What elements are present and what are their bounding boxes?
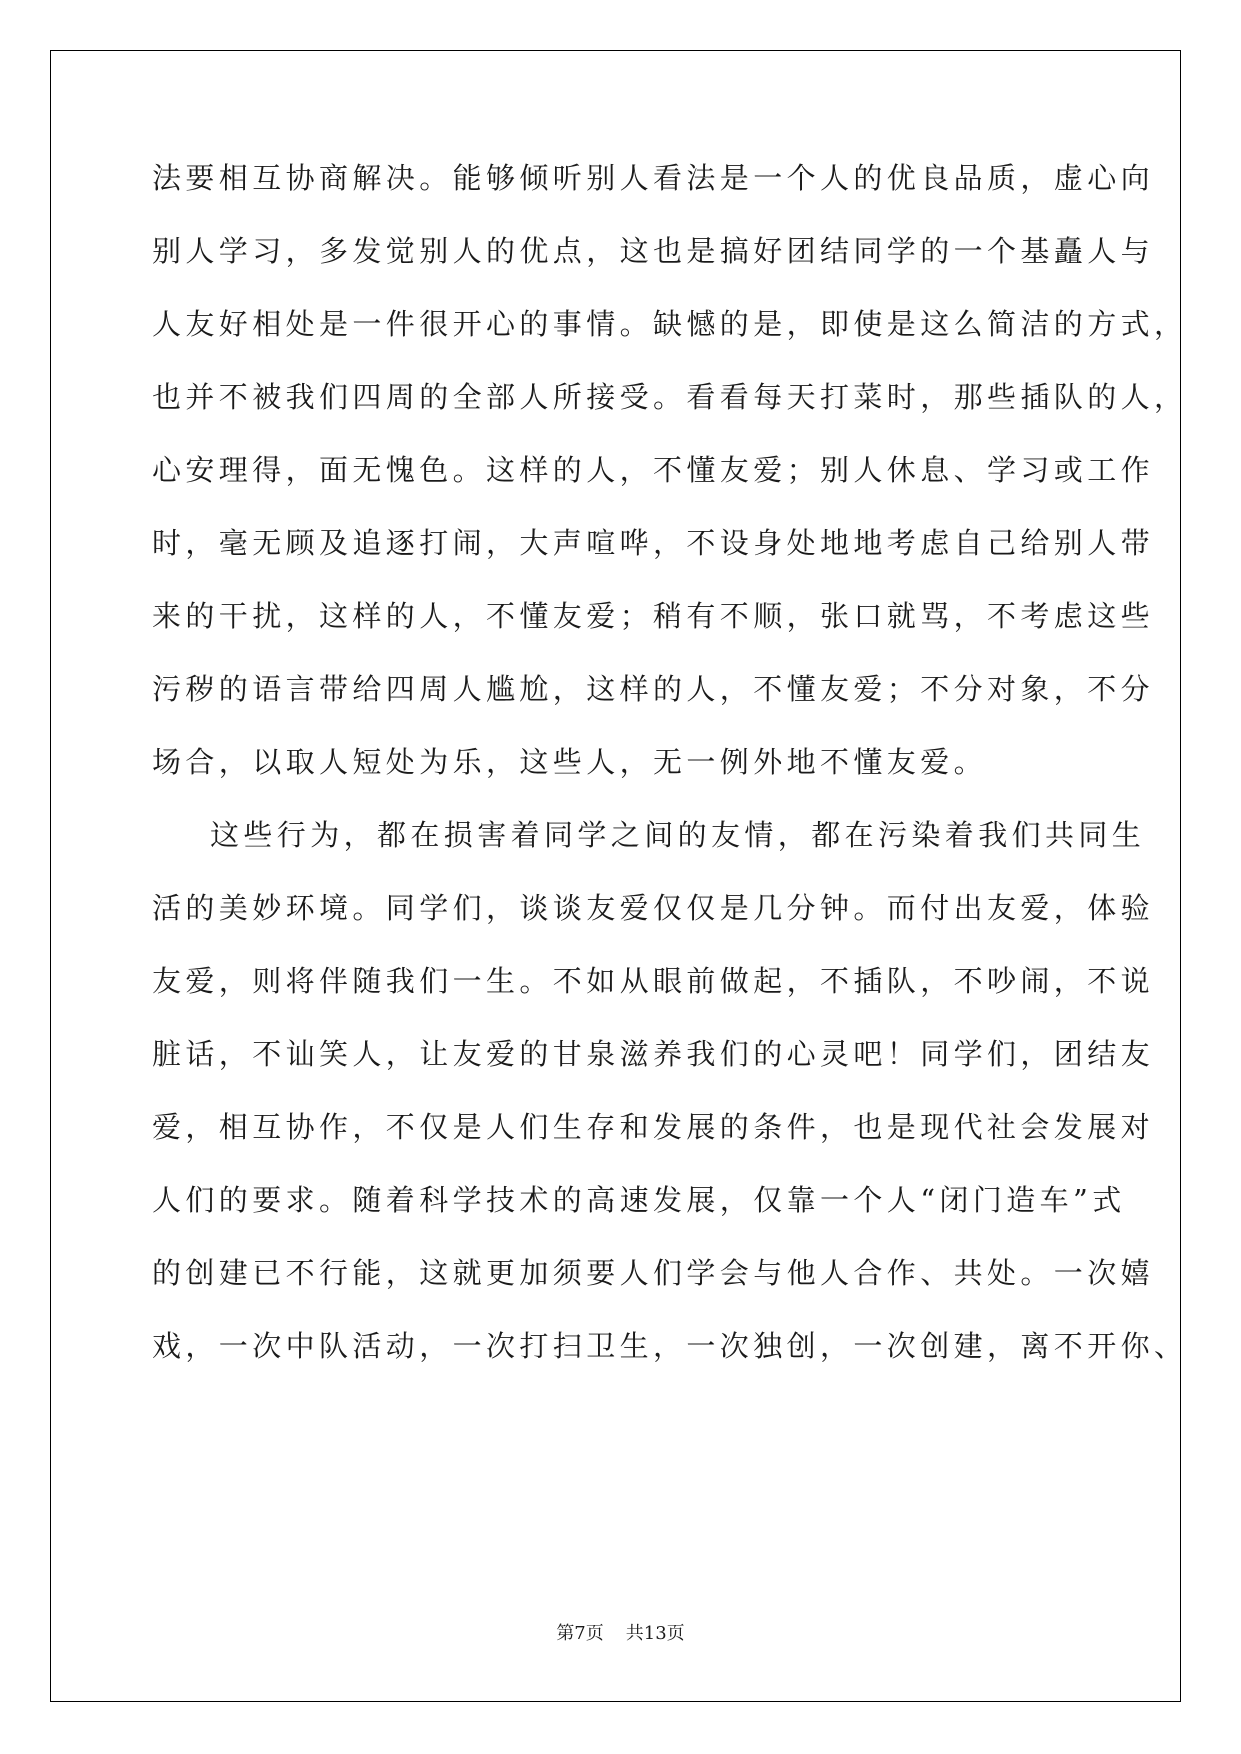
text-line: 污秽的语言带给四周人尴尬，这样的人，不懂友爱；不分对象，不分 [152,672,1155,706]
text-line: 也并不被我们四周的全部人所接受。看看每天打菜时，那些插队的人， [152,380,1188,414]
text-line: 戏，一次中队活动，一次打扫卫生，一次独创，一次创建，离不开你、 [152,1329,1188,1363]
text-line: 脏话，不讪笑人，让友爱的甘泉滋养我们的心灵吧！同学们，团结友 [152,1037,1155,1071]
text-line: 爱，相互协作，不仅是人们生存和发展的条件，也是现代社会发展对 [152,1110,1155,1144]
page-border [50,50,1188,1702]
paragraph-first-line: 这些行为，都在损害着同学之间的友情，都在污染着我们共同生 [210,818,1146,852]
text-line: 的创建已不行能，这就更加须要人们学会与他人合作、共处。一次嬉 [152,1256,1155,1290]
text-line: 场合，以取人短处为乐，这些人，无一例外地不懂友爱。 [152,745,988,779]
text-line: 时，毫无顾及追逐打闹，大声喧哗，不设身处地地考虑自己给别人带 [152,526,1155,560]
text-line: 法要相互协商解决。能够倾听别人看法是一个人的优良品质，虚心向 [152,161,1155,195]
text-line: 人们的要求。随着科学技术的高速发展，仅靠一个人“闭门造车”式 [152,1183,1126,1217]
text-line: 心安理得，面无愧色。这样的人，不懂友爱；别人休息、学习或工作 [152,453,1155,487]
text-line: 来的干扰，这样的人，不懂友爱；稍有不顺，张口就骂，不考虑这些 [152,599,1155,633]
text-line: 友爱，则将伴随我们一生。不如从眼前做起，不插队，不吵闹，不说 [152,964,1155,998]
text-line: 别人学习，多发觉别人的优点，这也是搞好团结同学的一个基矗人与 [152,234,1155,268]
page-number-current: 第7页 [556,1623,604,1644]
text-line: 活的美妙环境。同学们，谈谈友爱仅仅是几分钟。而付出友爱，体验 [152,891,1155,925]
text-line: 人友好相处是一件很开心的事情。缺憾的是，即使是这么简洁的方式， [152,307,1188,341]
page-footer [0,1619,1241,1645]
page-number-total: 共13页 [625,1623,685,1644]
